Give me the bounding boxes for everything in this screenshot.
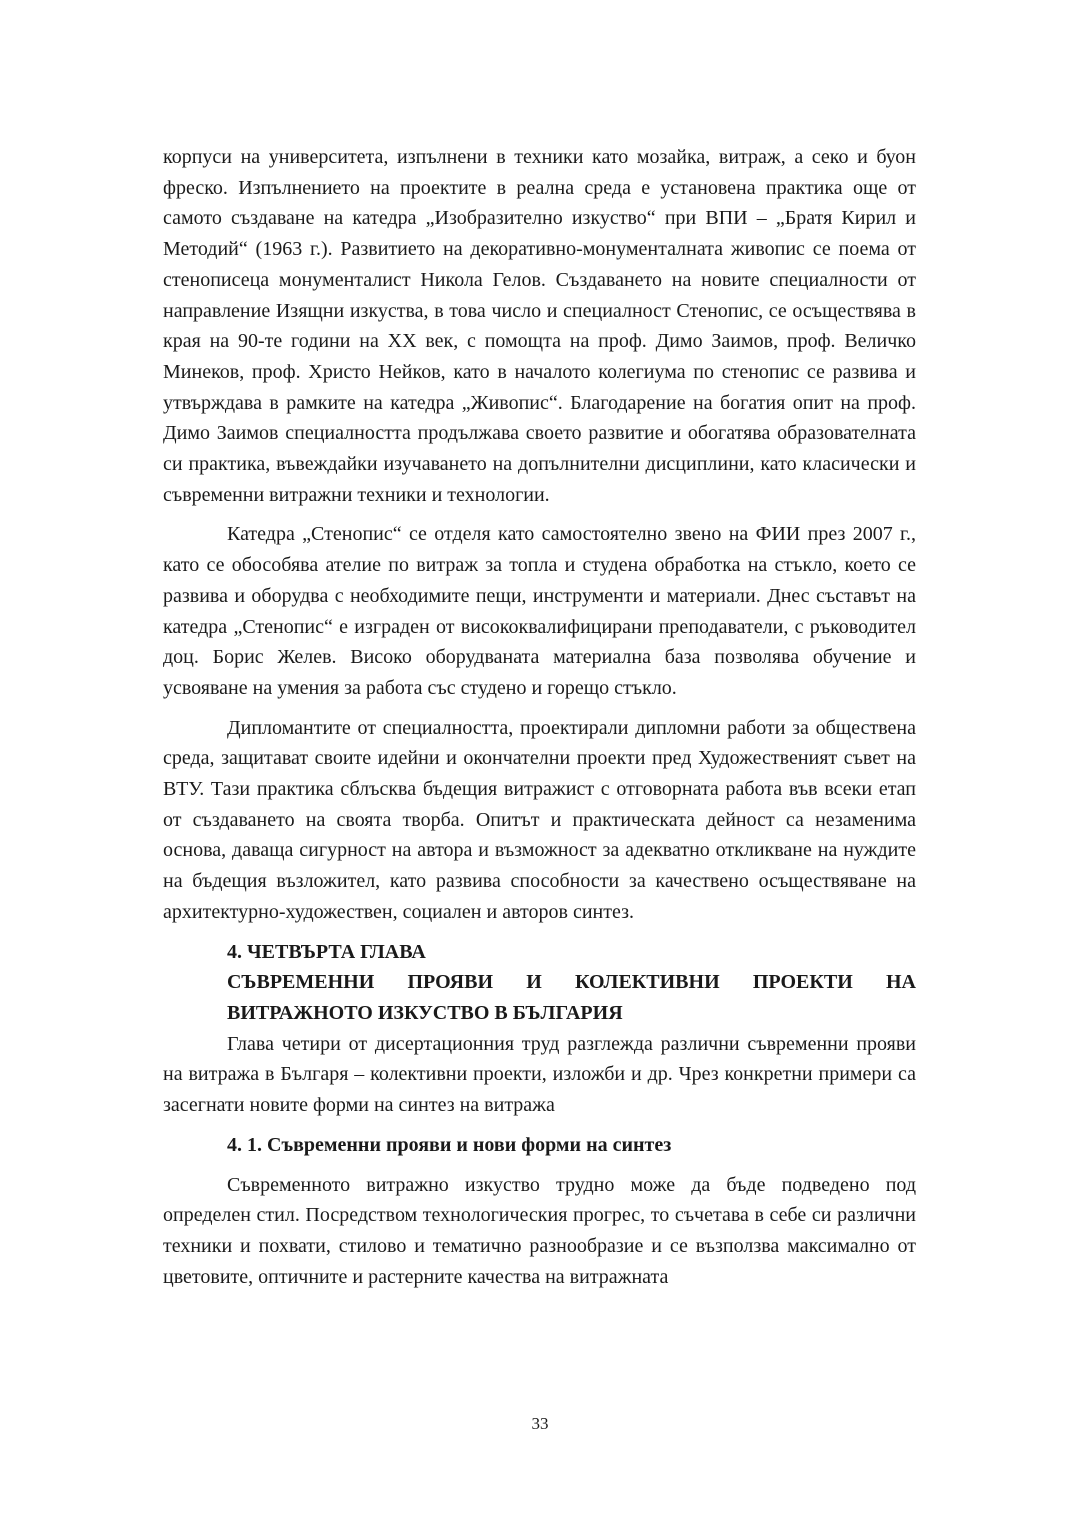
paragraph-department-mural: Катедра „Стенопис“ се отделя като самостоятелно звено на ФИИ през 2007 г., като се обособява ателие по витраж за топла и студена обработка на стъкло, което се развива и оборудва с необходимите пещи, инструменти и материали. Днес съставът на катедра „Стенопис“ е изграден от висококвалифицирани преподаватели, с ръководител доц. Борис Желев. Високо оборудваната материална база позволява обучение и усвояване на умения за работа със студено и горещо стъкло. [163,523,916,699]
chapter-title: СЪВРЕМЕННИ ПРОЯВИ И КОЛЕКТИВНИ ПРОЕКТИ НА ВИТРАЖНОТО ИЗКУСТВО В БЪЛГАРИЯ [227,971,916,1024]
section-title: 4. 1. Съвременни прояви и нови форми на синтез [227,1133,672,1156]
paragraph-contemporary-stained-glass: Съвременното витражно изкуство трудно може да бъде подведено под определен стил. Посредством технологическия прогрес, то съчетава в себе си различни техники и похвати, стилово и тематично разнообразие и се възползва максимално от цветовите, оптичните и растерните качества на витражната [163,1173,916,1288]
paragraph-university-buildings: корпуси на университета, изпълнени в техники като мозайка, витраж, а секо и буон фреско. Изпълнението на проектите в реална среда е установена практика още от самото създаване на катедра „Изобразително изкуство“ при ВПИ – „Братя Кирил и Методий“ (1963 г.). Развитието на декоративно-монументалната живопис се поема от стенописеца монументалист Никола Гелов. Създаването на новите специалности от направление Изящни изкуства, в това число и специалност Стенопис, се осъществява в края на 90-те години на XX век, с помощта на проф. Димо Заимов, проф. Величко Минеков, проф. Христо Нейков, като в началото колегиума по стенопис се развива и утвърждава в рамките на катедра „Живопис“. Благодарение на богатия опит на проф. Димо Заимов специалността продължава своето развитие и обогатява образователната си практика, въвеждайки изучаването на допълнителни дисциплини, като класически и съвременни витражни техники и технологии. [163,146,916,506]
page-body [163,142,916,1292]
chapter-number: 4. ЧЕТВЪРТА ГЛАВА [227,940,426,963]
paragraph-chapter-intro: Глава четири от дисертационния труд разглежда различни съвременни прояви на витража в Българя – колективни проекти, изложби и др. Чрез конкретни примери са засегнати новите форми на синтез на витража [163,1032,916,1117]
page-number: 33 [531,1414,549,1433]
paragraph-graduates: Дипломантите от специалността, проектирали дипломни работи за обществена среда, защитават своите идейни и окончателни проекти пред Художественият съвет на ВТУ. Тази практика сблъсква бъдещия витражист с отговорната работа във всеки етап от създаването на своята творба. Опитът и практическата дейност са незаменима основа, даваща сигурност на автора и възможност за адекватно откликване на нуждите на бъдещия възложител, като развива способности за качествено осъществяване на архитектурно-художествен, социален и авторов синтез. [163,716,916,923]
